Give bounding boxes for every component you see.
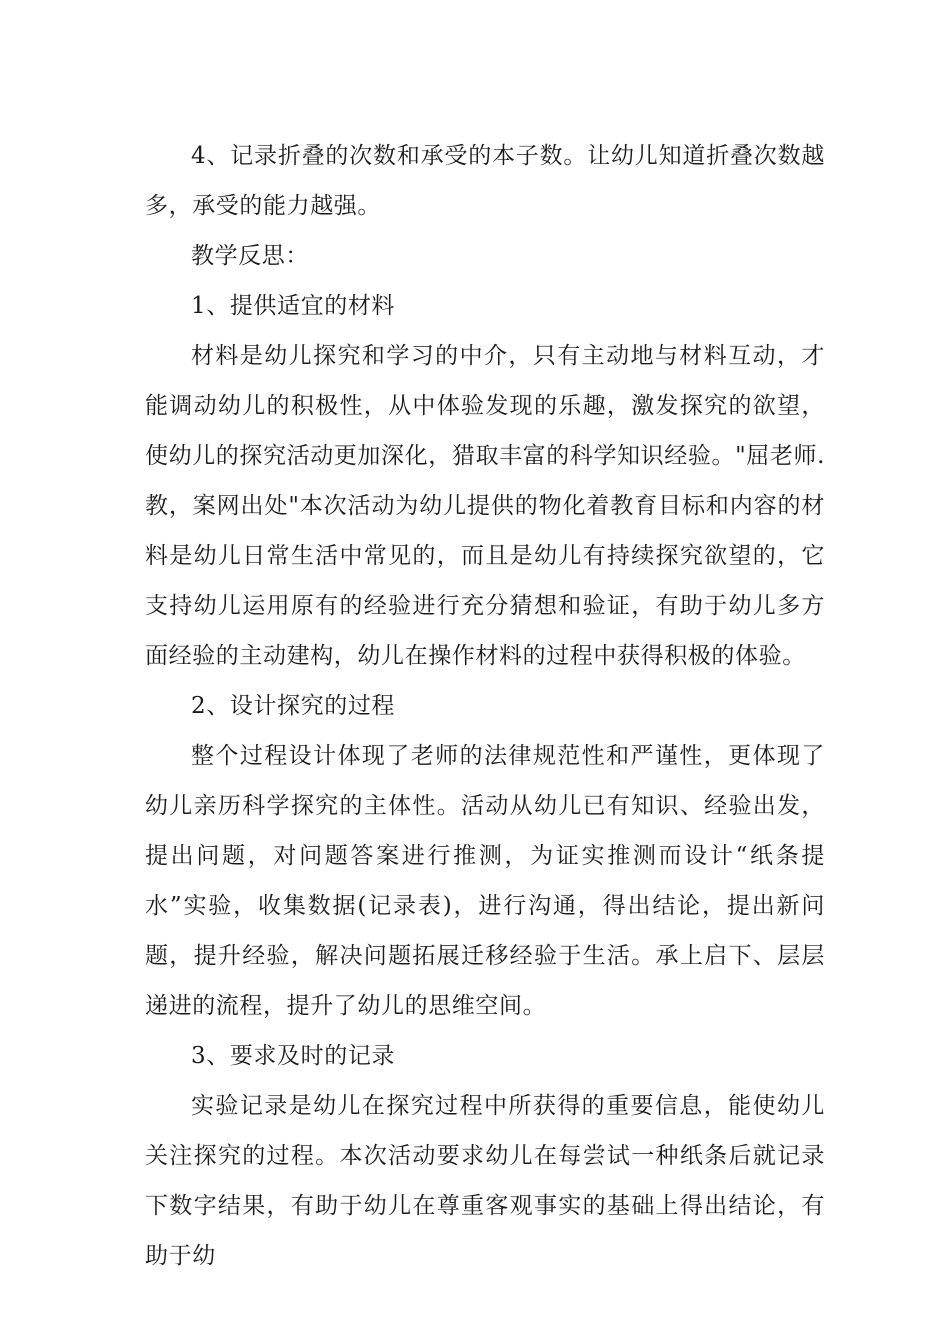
heading-section-3: 3、要求及时的记录 [191, 1043, 396, 1069]
heading-teaching-reflection: 教学反思： [191, 243, 309, 269]
paragraph-step-4: 4、记录折叠的次数和承受的本子数。让幼儿知道折叠次数越多，承受的能力越强。 [145, 143, 825, 219]
document-body [145, 131, 825, 1281]
paragraph-section-1: 材料是幼儿探究和学习的中介，只有主动地与材料互动，才能调动幼儿的积极性，从中体验发现的乐趣，激发探究的欲望，使幼儿的探究活动更加深化，猎取丰富的科学知识经验。"屈老师.教，案网出处"本次活动为幼儿提供的物化着教育目标和内容的材料是幼儿日常生活中常见的，而且是幼儿有持续探究欲望的，它支持幼儿运用原有的经验进行充分猜想和验证，有助于幼儿多方面经验的主动建构，幼儿在操作材料的过程中获得积极的体验。 [145, 343, 825, 669]
paragraph-section-3: 实验记录是幼儿在探究过程中所获得的重要信息，能使幼儿关注探究的过程。本次活动要求幼儿在每尝试一种纸条后就记录下数字结果，有助于幼儿在尊重客观事实的基础上得出结论，有助于幼 [145, 1093, 825, 1269]
paragraph-section-2: 整个过程设计体现了老师的法律规范性和严谨性，更体现了幼儿亲历科学探究的主体性。活动从幼儿已有知识、经验出发，提出问题，对问题答案进行推测，为证实推测而设计“纸条提水”实验，收集数据(记录表)，进行沟通，得出结论，提出新问题，提升经验，解决问题拓展迁移经验于生活。承上启下、层层递进的流程，提升了幼儿的思维空间。 [145, 743, 825, 1019]
heading-section-1: 1、提供适宜的材料 [191, 293, 396, 319]
heading-section-2: 2、设计探究的过程 [191, 693, 396, 719]
